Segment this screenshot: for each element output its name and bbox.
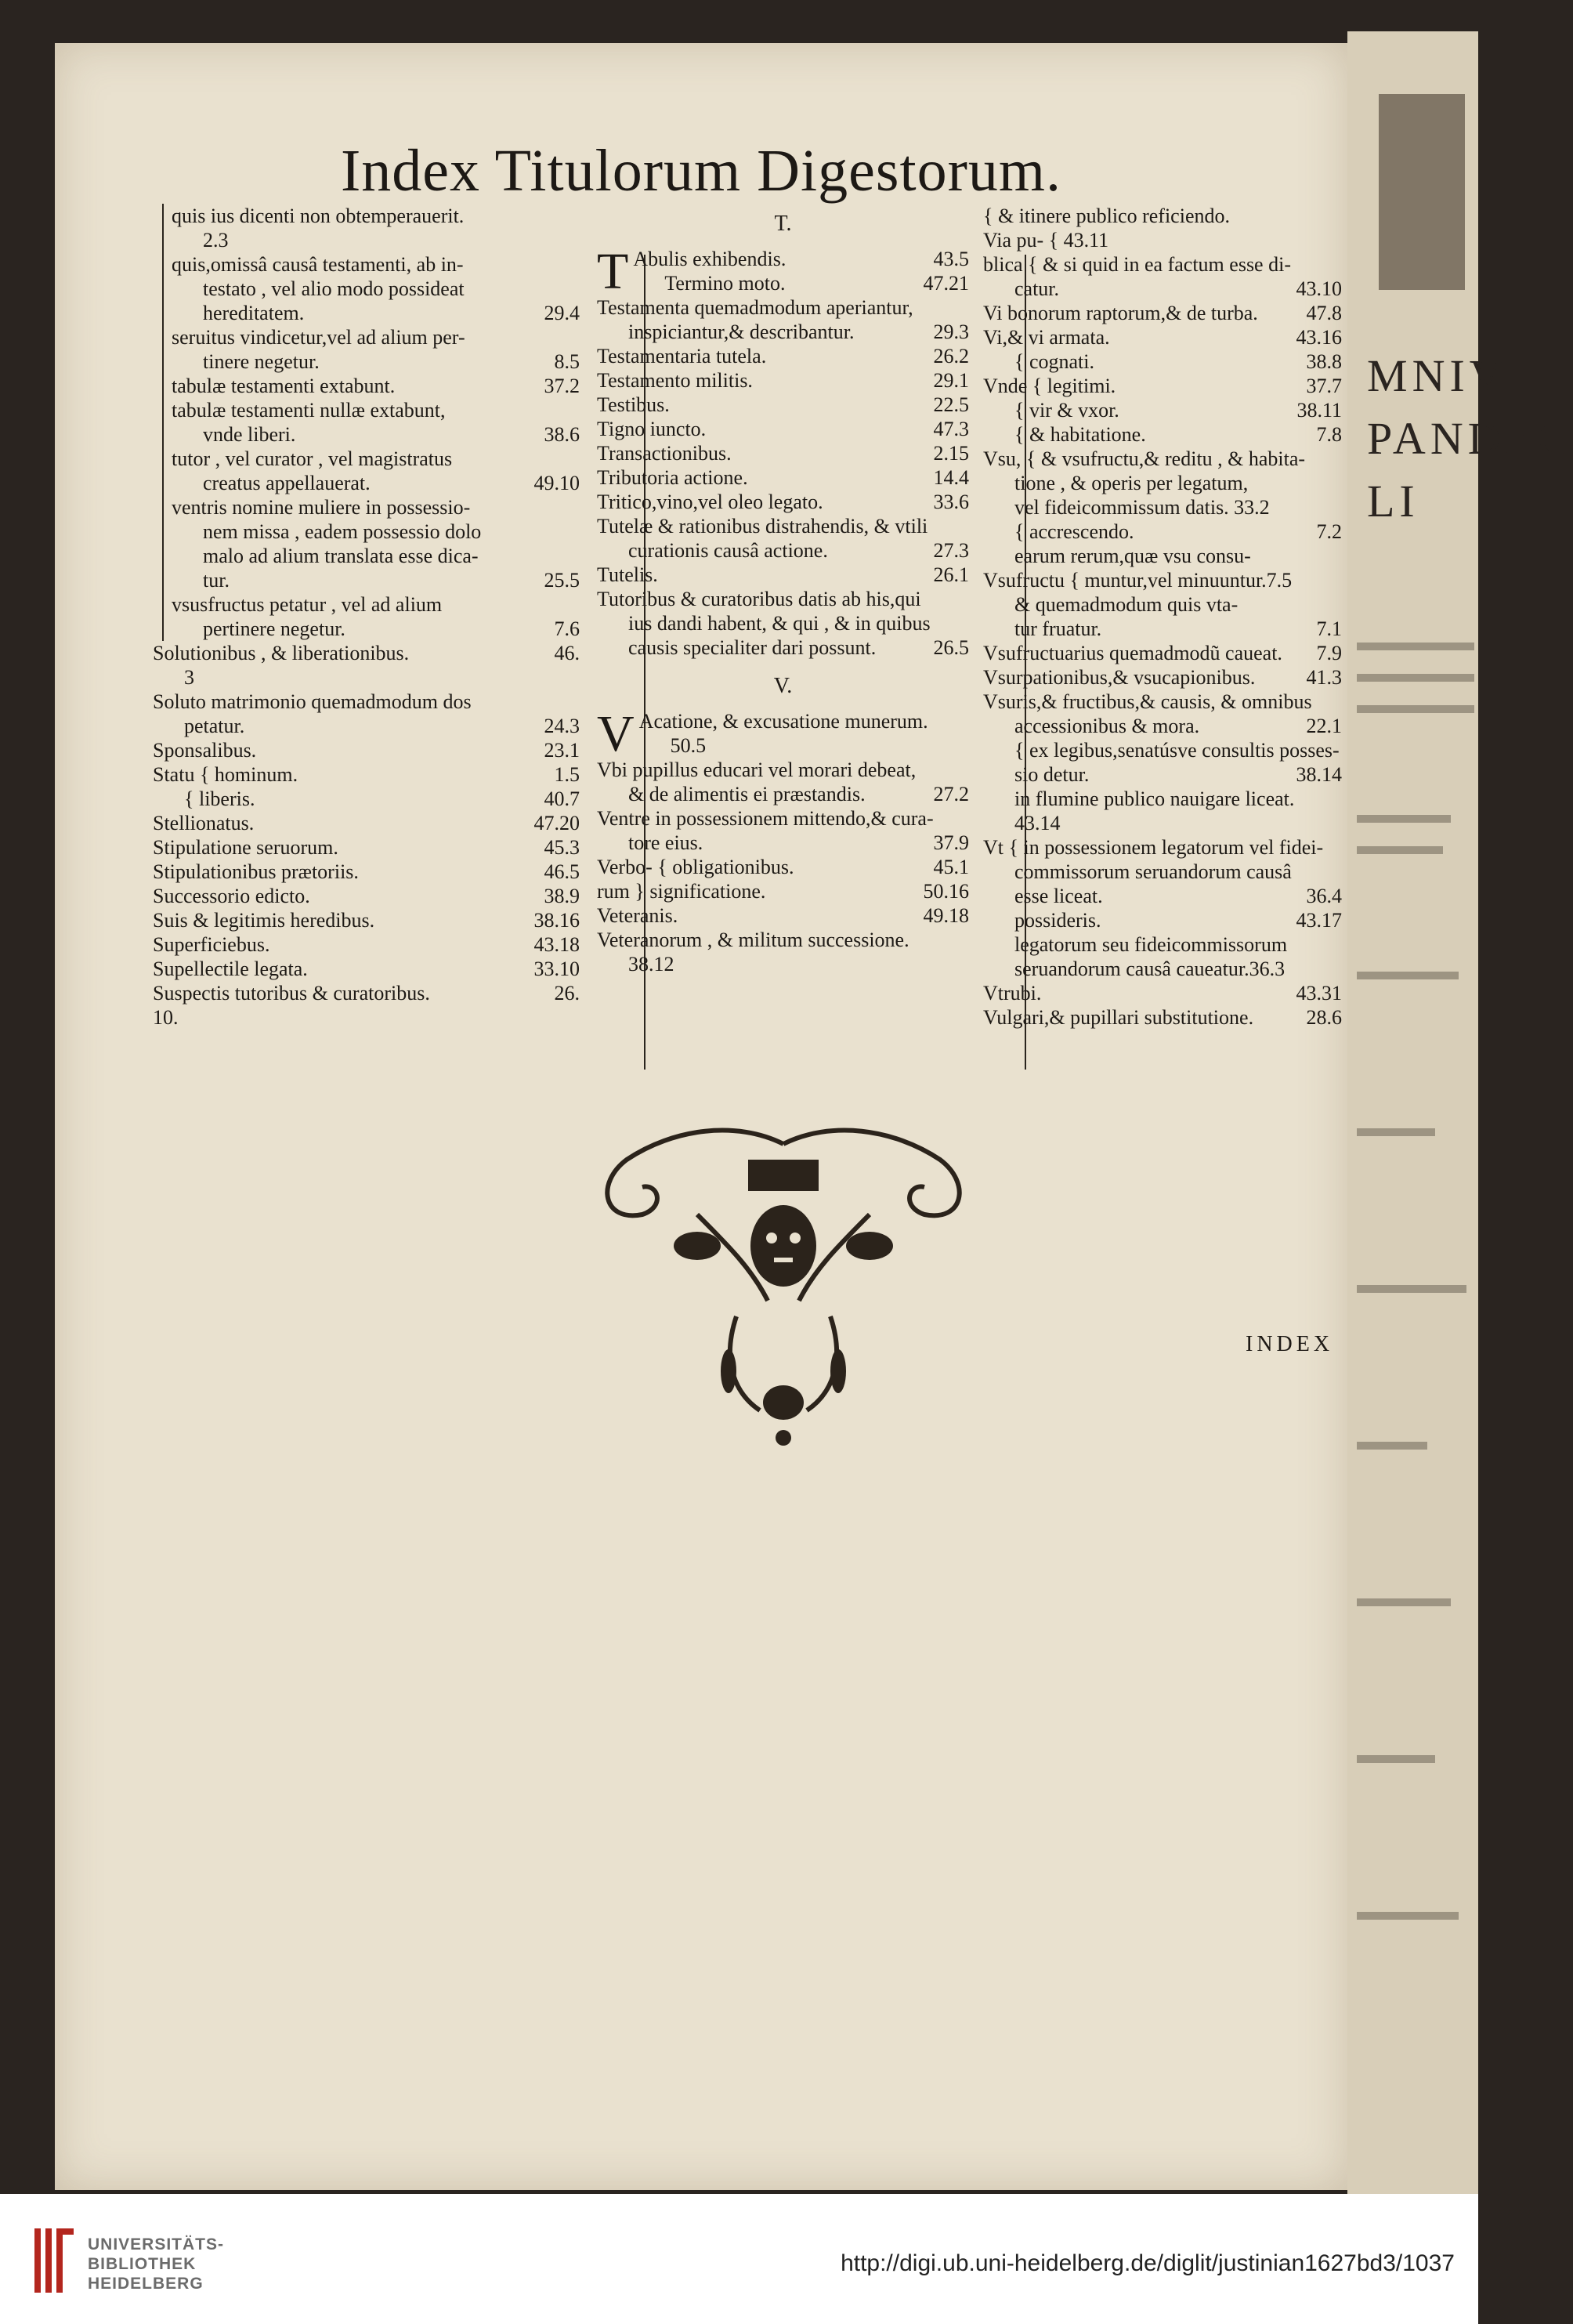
entry-text: tutor , vel curator , vel magistratus (172, 447, 453, 470)
index-entry (172, 204, 580, 228)
index-entry (983, 422, 1342, 447)
entry-text: accessionibus & mora. (1014, 715, 1200, 737)
entry-text: Abulis exhibendis. (633, 248, 786, 270)
entry-ref: 27.2 (933, 783, 969, 805)
entry-ref: 2.15 (933, 442, 969, 465)
entry-ref: 43.31 (1296, 982, 1342, 1005)
index-entry (983, 325, 1342, 349)
entry-ref: 49.10 (533, 472, 580, 494)
index-entry (172, 519, 580, 544)
entry-text: Successorio edicto. (153, 885, 310, 907)
entry-ref: 43.10 (1296, 277, 1342, 300)
entry-text: Stipulationibus prætoriis. (153, 860, 359, 883)
index-entry (153, 908, 580, 932)
index-entry (983, 860, 1342, 884)
entry-text: tione , & operis per legatum, (1014, 472, 1249, 494)
entry-text: Tigno iuncto. (597, 418, 707, 440)
index-entry (983, 301, 1342, 325)
index-entry (983, 519, 1342, 544)
index-entry (153, 811, 580, 835)
index-entry (597, 903, 969, 928)
index-entry (172, 228, 580, 252)
index-entry (597, 806, 969, 831)
index-entry (153, 835, 580, 860)
entry-text: earum rerum,quæ vsu consu- (1014, 545, 1251, 567)
index-entry (983, 252, 1342, 277)
index-entry (983, 957, 1342, 981)
entry-text: blica { & si quid in ea factum esse di- (983, 253, 1291, 276)
entry-text: Testamento militis. (597, 369, 753, 392)
index-entry (597, 320, 969, 344)
entry-text: Veteranis. (597, 904, 678, 927)
index-entry (983, 228, 1342, 252)
entry-ref: 25.5 (544, 569, 580, 592)
index-entry (983, 884, 1342, 908)
entry-text: 50.5 (670, 734, 707, 757)
index-entry (983, 495, 1342, 519)
page-title: Index Titulorum Digestorum. (340, 138, 1062, 204)
entry-text: petatur. (184, 715, 245, 737)
entry-text: Ventre in possessionem mittendo,& cura- (597, 807, 934, 830)
entry-ref: 22.1 (1306, 715, 1342, 737)
entry-text: Supellectile legata. (153, 957, 308, 980)
entry-ref: 45.1 (933, 856, 969, 878)
index-entry (983, 447, 1342, 471)
index-entry (153, 860, 580, 884)
entry-text: { cognati. (1014, 350, 1095, 373)
entry-text: Termino moto. (664, 272, 786, 295)
index-entry (153, 884, 580, 908)
index-entry (597, 465, 969, 490)
entry-text: seruitus vindicetur,vel ad alium per- (172, 326, 465, 349)
entry-text: vsusfructus petatur , vel ad alium (172, 593, 443, 616)
entry-text: Superficiebus. (153, 933, 270, 956)
entry-text: ventris nomine muliere in possessio- (172, 496, 471, 519)
entry-text: Vi,& vi armata. (983, 326, 1110, 349)
entry-text: creatus appellauerat. (203, 472, 371, 494)
index-entry (597, 344, 969, 368)
entry-text: { & itinere publico reficiendo. (983, 205, 1230, 227)
entry-text: vel fideicommissum datis. 33.2 (1014, 496, 1270, 519)
index-entry (153, 957, 580, 981)
entry-text: Sponsalibus. (153, 739, 257, 762)
drop-cap: V (597, 705, 635, 762)
index-entry (153, 787, 580, 811)
entry-text: Vnde { legitimi. (983, 375, 1116, 397)
entry-text: malo ad alium translata esse dica- (203, 545, 479, 567)
index-entry (983, 835, 1342, 860)
entry-ref: 38.14 (1296, 763, 1342, 786)
index-entry (983, 932, 1342, 957)
adjacent-page-edge (1347, 31, 1573, 2194)
entry-text: Tritico,vino,vel oleo legato. (597, 491, 823, 513)
index-entry (983, 690, 1342, 714)
text-fragment (1357, 1285, 1466, 1293)
entry-ref: 43.16 (1296, 326, 1342, 349)
entry-text: tabulæ testamenti nullæ extabunt, (172, 399, 446, 422)
entry-text: curationis causâ actione. (628, 539, 828, 562)
institution-line: HEIDELBERG (88, 2275, 204, 2293)
index-entry (597, 758, 969, 782)
entry-ref: 37.7 (1306, 375, 1342, 397)
entry-ref: 41.3 (1306, 666, 1342, 689)
entry-text: { vir & vxor. (1014, 399, 1119, 422)
entry-ref: 43.17 (1296, 909, 1342, 932)
sub-entry-group (162, 204, 580, 641)
entry-ref: 26. (554, 982, 580, 1005)
entry-text: Tutelæ & rationibus distrahendis, & vtili (597, 515, 928, 538)
index-entry (597, 295, 969, 320)
entry-ref: 7.2 (1316, 520, 1342, 543)
corner-ornament (1379, 94, 1465, 290)
index-entry (633, 271, 969, 295)
index-entry (172, 252, 580, 277)
index-entry (983, 568, 1342, 592)
index-entry (983, 617, 1342, 641)
index-entry (597, 879, 969, 903)
index-entry (597, 490, 969, 514)
entry-text: ius dandi habent, & qui , & in quibus (628, 612, 931, 635)
entry-ref: 33.6 (933, 491, 969, 513)
entry-ref: 36.4 (1306, 885, 1342, 907)
entry-text: rum } significatione. (597, 880, 766, 903)
entry-text: legatorum seu fideicommissorum (1014, 933, 1288, 956)
entry-text: Acatione, & excusatione munerum. (638, 710, 928, 733)
entry-text: commissorum seruandorum causâ (1014, 860, 1292, 883)
index-entry (597, 928, 969, 952)
entry-text: 3 (184, 666, 194, 689)
index-entry (983, 277, 1342, 301)
entry-text: Soluto matrimonio quemadmodum dos (153, 690, 472, 713)
entry-ref: 1.5 (554, 763, 580, 786)
section-letter-t: T. (774, 212, 792, 236)
text-fragment (1357, 674, 1474, 682)
entry-text: Transactionibus. (597, 442, 732, 465)
entry-ref: 27.3 (933, 539, 969, 562)
entry-text: 10. (153, 1006, 179, 1029)
entry-ref: 26.2 (933, 345, 969, 367)
text-fragment (1357, 972, 1459, 979)
entry-text: Tutoribus & curatoribus datis ab his,qui (597, 588, 921, 610)
index-column-2 (597, 204, 969, 976)
entry-ref: 45.3 (544, 836, 580, 859)
entry-text: Suspectis tutoribus & curatoribus. (153, 982, 430, 1005)
entry-text: Solutionibus , & liberationibus. (153, 642, 410, 664)
index-entry (983, 787, 1342, 811)
index-entry (153, 641, 580, 665)
index-entry (983, 714, 1342, 738)
entry-text: Via pu- { 43.11 (983, 229, 1109, 252)
entry-ref: 7.9 (1316, 642, 1342, 664)
entry-text: & quemadmodum quis vta- (1014, 593, 1239, 616)
index-entry (172, 301, 580, 325)
decorative-ornament (580, 1113, 987, 1450)
index-entry (597, 243, 969, 660)
index-entry (983, 981, 1342, 1005)
entry-ref: 7.1 (1316, 617, 1342, 640)
index-entry (597, 635, 969, 660)
index-entry (153, 1005, 580, 1030)
entry-text: Vi bonorum raptorum,& de turba. (983, 302, 1258, 324)
index-column-3 (983, 204, 1342, 1030)
entry-text: possideris. (1014, 909, 1101, 932)
text-fragment (1357, 1128, 1435, 1136)
entry-text: Veteranorum , & militum successione. (597, 929, 909, 951)
index-entry (983, 908, 1342, 932)
entry-ref: 33.10 (533, 957, 580, 980)
entry-text: Statu { hominum. (153, 763, 298, 786)
entry-text: Vsufructu { muntur,vel minuuntur.7.5 (983, 569, 1293, 592)
entry-text: Testamenta quemadmodum aperiantur, (597, 296, 913, 319)
entry-ref: 38.8 (1306, 350, 1342, 373)
entry-text: Vtrubi. (983, 982, 1042, 1005)
entry-ref: 23.1 (544, 739, 580, 762)
text-fragment (1357, 1912, 1459, 1920)
entry-text: Vsufructuarius quemadmodũ caueat. (983, 642, 1282, 664)
entry-ref: 26.1 (933, 563, 969, 586)
entry-text: 38.12 (628, 953, 674, 976)
entry-text: 43.14 (1014, 812, 1061, 834)
entry-ref: 38.11 (1296, 399, 1342, 422)
source-url-link[interactable]: http://digi.ub.uni-heidelberg.de/diglit/justinian1627bd3/1037 (841, 2250, 1455, 2276)
drop-cap: T (597, 243, 629, 300)
entry-ref: 8.5 (554, 350, 580, 373)
entry-text: Stipulatione seruorum. (153, 836, 338, 859)
entry-text: seruandorum causâ caueatur.36.3 (1014, 957, 1286, 980)
institution-line: UNIVERSITÄTS- (88, 2235, 225, 2253)
entry-ref: 43.18 (533, 933, 580, 956)
index-entry (597, 563, 969, 587)
entry-ref: 29.3 (933, 320, 969, 343)
index-entry (172, 398, 580, 422)
entry-text: Vsu, { & vsufructu,& reditu , & habita- (983, 447, 1306, 470)
entry-text: nem missa , eadem possessio dolo (203, 520, 482, 543)
index-entry (983, 349, 1342, 374)
entry-ref: 7.8 (1316, 423, 1342, 446)
entry-text: Tutelis. (597, 563, 658, 586)
entry-text: Testibus. (597, 393, 670, 416)
institution-name (88, 2235, 224, 2293)
entry-text: Testamentaria tutela. (597, 345, 767, 367)
text-fragment (1357, 815, 1451, 823)
index-entry (597, 441, 969, 465)
index-entry (172, 617, 580, 641)
entry-text: Verbo- { obligationibus. (597, 856, 794, 878)
entry-text: causis specialiter dari possunt. (628, 636, 877, 659)
index-entry (983, 762, 1342, 787)
index-entry (153, 714, 580, 738)
index-entry (983, 592, 1342, 617)
entry-ref: 49.18 (923, 904, 969, 927)
index-column-1 (153, 204, 580, 1030)
entry-text: hereditatem. (203, 302, 305, 324)
index-entry (983, 1005, 1342, 1030)
entry-text: esse liceat. (1014, 885, 1103, 907)
entry-ref: 38.9 (544, 885, 580, 907)
index-entry (597, 705, 969, 976)
entry-ref: 14.4 (933, 466, 969, 489)
entry-ref: 24.3 (544, 715, 580, 737)
entry-text: Vsurpationibus,& vsucapionibus. (983, 666, 1256, 689)
entry-ref: 7.6 (554, 617, 580, 640)
entry-ref: 47.21 (923, 272, 969, 295)
text-fragment (1357, 1598, 1451, 1606)
index-entry (639, 733, 969, 758)
entry-text: quis,omissâ causâ testamenti, ab in- (172, 253, 464, 276)
section-letter-v: V. (773, 674, 793, 698)
entry-text: { & habitatione. (1014, 423, 1146, 446)
entry-ref: 50.16 (923, 880, 969, 903)
entry-ref: 28.6 (1306, 1006, 1342, 1029)
index-entry (983, 811, 1342, 835)
index-entry (597, 393, 969, 417)
index-entry (983, 544, 1342, 568)
index-entry (983, 665, 1342, 690)
index-entry (172, 325, 580, 349)
catchword: INDEX (1246, 1332, 1334, 1356)
entry-text: Vsuris,& fructibus,& causis, & omnibus (983, 690, 1312, 713)
entry-text: testato , vel alio modo possideat (203, 277, 465, 300)
entry-ref: 26.5 (933, 636, 969, 659)
entry-ref: 47.3 (933, 418, 969, 440)
index-entry (983, 374, 1342, 398)
text-fragment (1357, 643, 1474, 650)
text-fragment (1357, 1755, 1435, 1763)
entry-text: catur. (1014, 277, 1060, 300)
entry-ref: 37.2 (544, 375, 580, 397)
entry-text: inspiciantur,& describantur. (628, 320, 855, 343)
entry-text: Vbi pupillus educari vel morari debeat, (597, 758, 917, 781)
index-entry (172, 471, 580, 495)
entry-text: { liberis. (184, 787, 255, 810)
index-entry (983, 398, 1342, 422)
entry-text: Stellionatus. (153, 812, 255, 834)
index-entry (172, 495, 580, 519)
entry-text: vnde liberi. (203, 423, 296, 446)
index-entry (172, 349, 580, 374)
index-entry (597, 855, 969, 879)
entry-text: tabulæ testamenti extabunt. (172, 375, 396, 397)
index-entry (172, 544, 580, 568)
entry-text: in flumine publico nauigare liceat. (1014, 787, 1295, 810)
entry-ref: 38.16 (533, 909, 580, 932)
entry-ref: 38.6 (544, 423, 580, 446)
entry-text: 2.3 (203, 229, 229, 252)
index-entry (597, 587, 969, 611)
index-entry (597, 782, 969, 806)
index-entry (983, 471, 1342, 495)
index-entry (597, 831, 969, 855)
text-fragment (1357, 846, 1443, 854)
entry-text: Vulgari,& pupillari substitutione. (983, 1006, 1254, 1029)
entry-text: & de alimentis ei præstandis. (628, 783, 866, 805)
index-entry (153, 762, 580, 787)
index-entry (172, 568, 580, 592)
entry-ref: 46. (554, 642, 580, 664)
entry-text: pertinere negetur. (203, 617, 345, 640)
entry-text: tur. (203, 569, 230, 592)
entry-text: { accrescendo. (1014, 520, 1134, 543)
index-entry (153, 981, 580, 1005)
index-entry (153, 665, 580, 690)
entry-text: { ex legibus,senatúsve consultis posses- (1014, 739, 1340, 762)
index-entry (172, 422, 580, 447)
text-fragment (1357, 1442, 1427, 1450)
index-entry (597, 611, 969, 635)
university-logo-icon (30, 2225, 77, 2296)
entry-text: tur fruatur. (1014, 617, 1102, 640)
index-entry (597, 368, 969, 393)
adjacent-page-heading: MNIV PANDEC LI (1367, 350, 1573, 527)
index-entry (597, 417, 969, 441)
footer-bar (0, 2194, 1478, 2324)
entry-text: Vt { in possessionem legatorum vel fidei- (983, 836, 1324, 859)
index-entry (597, 952, 969, 976)
entry-text: sio detur. (1014, 763, 1090, 786)
text-fragment (1357, 705, 1474, 713)
entry-text: tore eius. (628, 831, 703, 854)
entry-ref: 46.5 (544, 860, 580, 883)
entry-ref: 47.20 (533, 812, 580, 834)
index-entry (153, 690, 580, 714)
entry-ref: 40.7 (544, 787, 580, 810)
index-entry (153, 932, 580, 957)
entry-ref: 29.4 (544, 302, 580, 324)
index-entry (597, 514, 969, 538)
entry-ref: 47.8 (1306, 302, 1342, 324)
index-entry (172, 277, 580, 301)
entry-ref: 22.5 (933, 393, 969, 416)
index-entry (597, 538, 969, 563)
entry-ref: 29.1 (933, 369, 969, 392)
entry-text: Tributoria actione. (597, 466, 748, 489)
index-entry (983, 204, 1342, 228)
entry-text: tinere negetur. (203, 350, 320, 373)
index-entry (983, 738, 1342, 762)
entry-text: Suis & legitimis heredibus. (153, 909, 375, 932)
index-entry (983, 641, 1342, 665)
index-entry (172, 374, 580, 398)
entry-ref: 43.5 (933, 248, 969, 270)
index-entry (153, 738, 580, 762)
entry-text: quis ius dicenti non obtemperauerit. (172, 205, 465, 227)
index-entry (172, 592, 580, 617)
institution-line: BIBLIOTHEK (88, 2255, 197, 2273)
index-entry (172, 447, 580, 471)
entry-ref: 37.9 (933, 831, 969, 854)
